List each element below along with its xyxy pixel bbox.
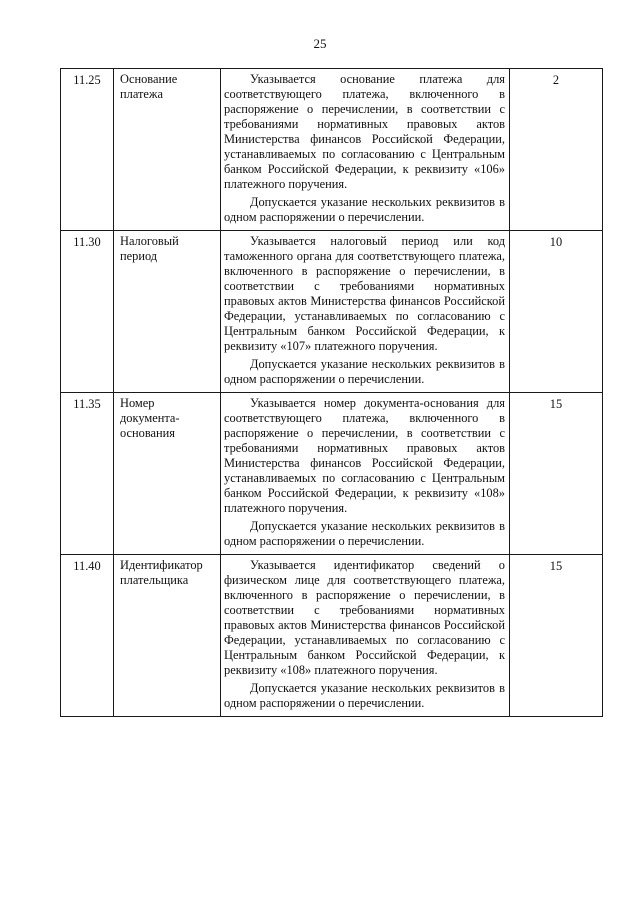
requisite-length: 15 [510,393,603,555]
description-paragraph: Указывается налоговый период или код таможенного органа для соответствующего платежа, включенного в распоряжение о перечислении, в соответствии с требованиями нормативных правовых актов Министерства финансов Российской Федерации, устанавливаемых по согласованию с Центральным банком Российской Федерации, к реквизиту «107» платежного поручения. [224,234,505,353]
requisite-description [221,69,510,231]
table-row [61,231,603,393]
row-number: 11.35 [61,393,114,555]
description-paragraph: Указывается основание платежа для соответствующего платежа, включенного в распоряжение о перечислении, в соответствии с требованиями нормативных правовых актов Министерства финансов Российской Федерации, устанавливаемых по согласованию с Центральным банком Российской Федерации, к реквизиту «106» платежного поручения. [224,72,505,191]
requisite-length: 15 [510,555,603,717]
page-number: 25 [313,36,327,51]
requisite-length: 2 [510,69,603,231]
requisite-length: 10 [510,231,603,393]
row-number: 11.40 [61,555,114,717]
description-note: Допускается указание нескольких реквизитов в одном распоряжении о перечислении. [224,357,505,386]
requisite-description [221,393,510,555]
requisite-name: Идентификатор плательщика [114,555,221,717]
description-paragraph: Указывается идентификатор сведений о физическом лице для соответствующего платежа, включенного в распоряжение о перечислении, в соответствии с требованиями нормативных правовых актов Министерства финансов Российской Федерации, устанавливаемых по согласованию с Центральным банком Российской Федерации, к реквизиту «108» платежного поручения. [224,558,505,677]
requisite-name: Основание платежа [114,69,221,231]
description-note: Допускается указание нескольких реквизитов в одном распоряжении о перечислении. [224,195,505,224]
requisite-name: Номер документа-основания [114,393,221,555]
table-row [61,555,603,717]
table-row [61,393,603,555]
requisite-description [221,231,510,393]
description-note: Допускается указание нескольких реквизитов в одном распоряжении о перечислении. [224,519,505,548]
requisite-name: Налоговый период [114,231,221,393]
table-row [61,69,603,231]
description-note: Допускается указание нескольких реквизитов в одном распоряжении о перечислении. [224,681,505,710]
row-number: 11.25 [61,69,114,231]
requisites-table [60,68,603,717]
row-number: 11.30 [61,231,114,393]
requisite-description [221,555,510,717]
description-paragraph: Указывается номер документа-основания для соответствующего платежа, включенного в распоряжение о перечислении, в соответствии с требованиями нормативных правовых актов Министерства финансов Российской Федерации, устанавливаемых по согласованию с Центральным банком Российской Федерации, к реквизиту «108» платежного поручения. [224,396,505,515]
